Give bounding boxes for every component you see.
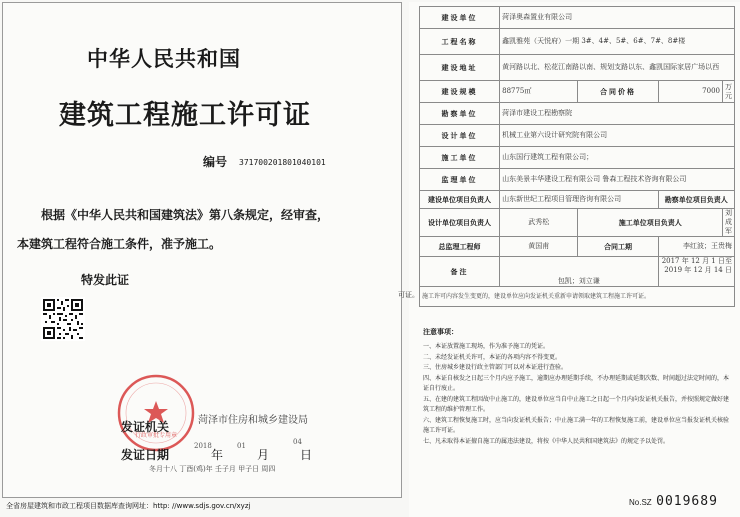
row-value: 黄河路以北、松花江南路以南、规划支路以东、鑫凯国际家居广场以西	[500, 55, 735, 81]
row-label: 建设地址	[420, 55, 500, 81]
table-row	[420, 7, 735, 29]
construct-manager-value: 刘成军	[723, 209, 735, 237]
official-seal-icon	[116, 373, 196, 453]
row-value: 机械工业第六设计研究院有限公司	[500, 125, 735, 147]
change-note: 施工许可内容发生变更的，建设单位应向发证机关重新申请领取建筑工程施工许可证。	[420, 287, 735, 307]
number-label: 编号	[203, 155, 228, 169]
list-item: 五、在建的建筑工程因故中止施工的，建设单位应当自中止施工之日起一个月内向发证机关报告，并按照规定做好建筑工程的维护管理工作。	[423, 395, 730, 413]
table-row	[420, 147, 735, 169]
certificate-front-page	[2, 2, 402, 498]
table-row	[420, 125, 735, 147]
special-issue-text: 特发此证	[81, 273, 130, 287]
issue-day-label: 日	[300, 448, 313, 462]
chief-supervisor-label: 总监理工程师	[420, 237, 500, 257]
approval-text-line1: 根据《中华人民共和国建筑法》第八条规定，经审查，	[41, 208, 330, 222]
price-value: 7000	[658, 81, 722, 103]
notice-title: 注意事项：	[423, 327, 458, 336]
contract-dates	[658, 257, 734, 287]
certificate-details-page	[409, 2, 740, 517]
table-row	[420, 287, 735, 307]
table-row	[420, 103, 735, 125]
issue-date-label: 发证日期	[121, 448, 170, 462]
build-manager-label: 建设单位项目负责人	[420, 191, 500, 209]
remark-label: 备注	[420, 257, 500, 287]
scale-value: 88775㎡	[500, 81, 578, 103]
row-label: 施工单位	[420, 147, 500, 169]
construct-manager-label: 施工单位项目负责人	[578, 209, 723, 237]
table-row	[420, 169, 735, 191]
table-row	[420, 81, 735, 103]
row-label: 监理单位	[420, 169, 500, 191]
price-unit: 万元	[723, 81, 735, 103]
row-value: 山东美景丰华建设工程有限公司 鲁森工程技术咨询有限公司	[500, 169, 735, 191]
list-item: 一、本证放置施工现场，作为准予施工的凭证。	[423, 343, 550, 350]
contract-period-label: 合同工期	[578, 237, 658, 257]
issue-month-label: 月	[257, 448, 270, 462]
table-row	[420, 209, 735, 237]
side-note: 可证。	[398, 291, 419, 299]
serial-number	[629, 492, 718, 510]
issuer-label: 发证机关	[121, 420, 170, 434]
project-info-table	[419, 6, 735, 307]
table-row	[420, 191, 735, 209]
serial-prefix: No.SZ	[629, 498, 652, 507]
issue-year-label: 年	[211, 448, 224, 462]
row-value: 鑫凯雅苑（天悦府）一期 3#、4#、5#、6#、7#、8#楼	[500, 29, 735, 55]
table-row	[420, 237, 735, 257]
issue-day-value: 04	[293, 438, 302, 446]
row-label: 建设单位	[420, 7, 500, 29]
issue-month-value: 01	[237, 442, 246, 450]
table-row	[420, 257, 735, 287]
approval-text-line2: 本建筑工程符合施工条件，准予施工。	[17, 237, 222, 251]
build-manager-value: 山东新世纪工程项目管理咨询有限公司	[500, 191, 658, 209]
svg-text:行政审批专用章: 行政审批专用章	[134, 432, 178, 439]
notice-list	[423, 342, 733, 447]
list-item: 四、本证自核发之日起三个月内应予施工，逾期应办理延期手续，不办理延期或延期次数、时间超过法定时间的，本证自行废止。	[423, 374, 730, 392]
design-manager-value: 武秀松	[500, 209, 578, 237]
lunar-date-stamp: 冬月十八 丁酉(鸡)年 壬子月 甲子日 周四	[149, 465, 276, 473]
row-label: 设计单位	[420, 125, 500, 147]
contract-end-date: 2019 年 12 月 14 日	[664, 266, 732, 274]
row-label: 勘察单位	[420, 103, 500, 125]
price-label: 合同价格	[578, 81, 658, 103]
row-label: 工程名称	[420, 29, 500, 55]
number-value: 371700201801040101	[239, 158, 326, 167]
scale-label: 建设规模	[420, 81, 500, 103]
survey-manager-label: 勘察单位项目负责人	[658, 191, 734, 209]
list-item: 六、建筑工程恢复施工时，应当向发证机关报告；中止施工满一年的工程恢复施工前，建设单位应当报发证机关核验施工许可证。	[423, 416, 730, 434]
table-row	[420, 55, 735, 81]
row-value: 菏泽奥森置业有限公司	[500, 7, 735, 29]
table-row	[420, 29, 735, 55]
row-value: 菏泽市建设工程勘察院	[500, 103, 735, 125]
remark-value: 包凯；刘立谦	[500, 257, 658, 287]
issue-year-value: 2018	[194, 442, 212, 450]
row-value: 山东国行建筑工程有限公司；	[500, 147, 735, 169]
query-url-footer: 全省房屋建筑和市政工程项目数据库查询网址：http: //www.sdjs.gov.cn/xyzj	[6, 502, 251, 510]
country-title: 中华人民共和国	[87, 46, 241, 71]
design-manager-label: 设计单位项目负责人	[420, 209, 500, 237]
list-item: 七、凡未取得本证擅自施工的属违法建设，将按《中华人民共和国建筑法》的规定予以处罚。	[423, 437, 670, 445]
chief-supervisor-value: 黄国甫	[500, 237, 578, 257]
list-item: 三、住房城乡建设行政主管部门可以对本证进行查验。	[423, 364, 568, 371]
issuer-value: 菏泽市住房和城乡建设局	[198, 415, 308, 426]
list-item: 二、未经发证机关许可，本证的各项内容不得变更。	[423, 353, 562, 361]
certificate-title: 建筑工程施工许可证	[59, 100, 311, 131]
contract-start-date: 2017 年 12 月 1 日至	[661, 257, 732, 265]
serial-digits: 0019689	[656, 494, 718, 509]
qr-code-icon	[41, 297, 85, 341]
contract-period-value: 李红波；王贵梅	[658, 237, 734, 257]
